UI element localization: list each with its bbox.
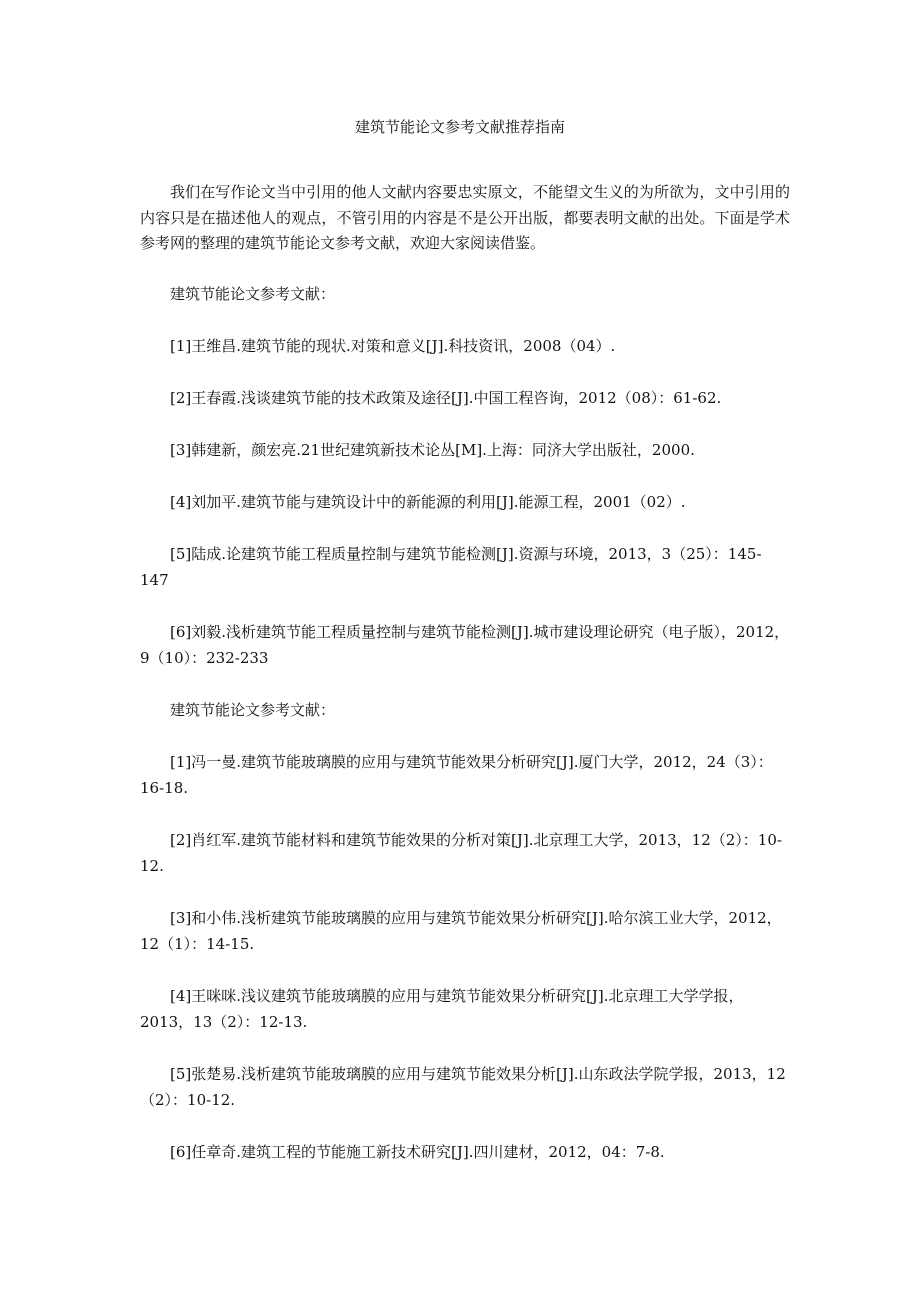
intro-paragraph — [140, 180, 790, 257]
section-heading: 建筑节能论文参考文献： — [170, 701, 336, 719]
reference-item: [2]王春霞.浅谈建筑节能的技术政策及途径[J].中国工程咨询，2012（08）：61-62. — [170, 389, 722, 407]
document-title: 建筑节能论文参考文献推荐指南 — [354, 118, 565, 136]
reference-item: [6]刘毅.浅析建筑节能工程质量控制与建筑节能检测[J].城市建设理论研究（电子版），2012，9（10）：232-233 — [140, 623, 790, 667]
reference-item: [4]刘加平.建筑节能与建筑设计中的新能源的利用[J].能源工程，2001（02）. — [170, 493, 686, 511]
reference-item: [5]张楚易.浅析建筑节能玻璃膜的应用与建筑节能效果分析[J].山东政法学院学报，2013，12（2）：10-12. — [140, 1065, 786, 1109]
reference-item: [4]王咪咪.浅议建筑节能玻璃膜的应用与建筑节能效果分析研究[J].北京理工大学学报，2013，13（2）：12-13. — [140, 987, 744, 1031]
reference-item: [1]冯一曼.建筑节能玻璃膜的应用与建筑节能效果分析研究[J].厦门大学，2012，24（3）：16-18. — [140, 753, 773, 797]
reference-item: [3]和小伟.浅析建筑节能玻璃膜的应用与建筑节能效果分析研究[J].哈尔滨工业大学，2012，12（1）：14-15. — [140, 909, 782, 953]
reference-item: [6]任章奇.建筑工程的节能施工新技术研究[J].四川建材，2012，04：7-8. — [170, 1143, 665, 1161]
intro-text: 我们在写作论文当中引用的他人文献内容要忠实原文，不能望文生义的为所欲为，文中引用的内容只是在描述他人的观点，不管引用的内容是不是公开出版，都要表明文献的出处。下面是学术参考网的整理的建筑节能论文参考文献，欢迎大家阅读借鉴。 — [140, 183, 790, 252]
reference-item: [2]肖红军.建筑节能材料和建筑节能效果的分析对策[J].北京理工大学，2013，12（2）：10-12. — [140, 831, 782, 875]
reference-item: [5]陆成.论建筑节能工程质量控制与建筑节能检测[J].资源与环境，2013，3（25）：145-147 — [140, 545, 762, 589]
reference-item: [3]韩建新，颜宏亮.21世纪建筑新技术论丛[M].上海：同济大学出版社，2000. — [170, 441, 695, 459]
reference-item: [1]王维昌.建筑节能的现状.对策和意义[J].科技资讯，2008（04）. — [170, 337, 616, 355]
section-heading: 建筑节能论文参考文献： — [170, 285, 336, 303]
